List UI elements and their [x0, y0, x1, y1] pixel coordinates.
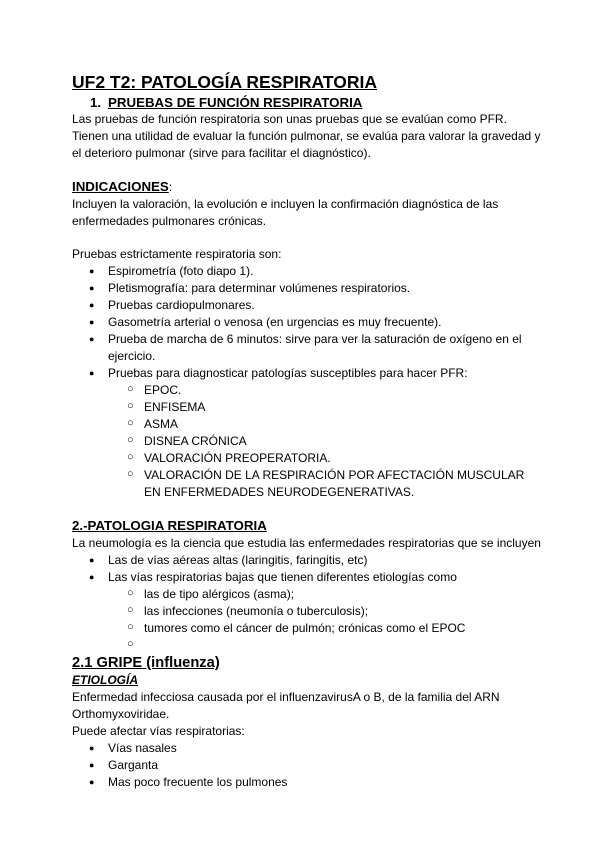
hollow-bullet-icon: ○ [127, 638, 134, 650]
sub-list-item-text: VALORACIÓN PREOPERATORIA. [144, 451, 331, 465]
list-item [72, 331, 542, 365]
list-item-text: Vías nasales [108, 741, 177, 755]
sub-list-item-text: las de tipo alérgicos (asma); [144, 587, 295, 601]
etiology-text: Enfermedad infecciosa causada por el influenzavirusA o B, de la familia del ARN Orthomyxoviridae. [72, 690, 500, 721]
hollow-bullet-icon: ○ [127, 621, 134, 633]
pfr-sublist [72, 382, 542, 501]
list-item [72, 552, 542, 569]
section-1-heading [90, 94, 542, 111]
sub-list-item-text: VALORACIÓN DE LA RESPIRACIÓN POR AFECTACIÓN MUSCULAR EN ENFERMEDADES NEURODEGENERATIVAS. [144, 468, 525, 499]
bullet-icon: ● [89, 743, 95, 753]
hollow-bullet-icon: ○ [127, 451, 134, 463]
sub-list-item [72, 637, 542, 654]
sub-list-item [72, 603, 542, 620]
list-item [72, 569, 542, 586]
sub-list-item-text: ASMA [144, 417, 179, 431]
list-item-text: Pruebas cardiopulmonares. [108, 298, 255, 312]
list-item-text: Gasometría arterial o venosa (en urgencias es muy frecuente). [108, 315, 442, 329]
section-1-intro: Las pruebas de función respiratoria son unas pruebas que se evalúan como PFR. Tienen una utilidad de evaluar la función pulmonar, se evalúa para valorar la gravedad y el deterioro pulmonar (sirve para facilitar el diagnóstico). [72, 112, 541, 160]
sub-list-item-text: ENFISEMA [144, 400, 206, 414]
hollow-bullet-icon: ○ [127, 468, 134, 480]
list-item-text: Las vías respiratorias bajas que tienen diferentes etiologías como [108, 570, 457, 584]
section-2-list [72, 552, 542, 586]
list-item-text: Mas poco frecuente los pulmones [108, 775, 288, 789]
document-title: UF2 T2: PATOLOGÍA RESPIRATORIA [72, 72, 377, 92]
list-item-text: Espirometría (foto diapo 1). [108, 264, 254, 278]
bullet-icon: ● [89, 760, 95, 770]
sub-list-item [72, 620, 542, 637]
bullet-icon: ● [89, 777, 95, 787]
section-1-title: PRUEBAS DE FUNCIÓN RESPIRATORIA [108, 95, 363, 110]
section-1-number: 1. [90, 95, 102, 110]
bullet-icon: ● [89, 555, 95, 565]
etiology-heading: ETIOLOGÍA [72, 673, 138, 687]
spacer [72, 501, 542, 517]
list-item-text: Pruebas para diagnosticar patologías susceptibles para hacer PFR: [108, 366, 468, 380]
sub-list-item [72, 399, 542, 416]
sub-list-item [72, 467, 542, 501]
tests-list [72, 263, 542, 382]
sub-list-item-text: EPOC. [144, 383, 182, 397]
list-item [72, 297, 542, 314]
airways-intro: Puede afectar vías respiratorias: [72, 724, 245, 738]
sub-list-item-text: tumores como el cáncer de pulmón; crónicas como el EPOC [144, 621, 466, 635]
list-item-text: Prueba de marcha de 6 minutos: sirve para ver la saturación de oxígeno en el ejercicio. [108, 332, 522, 363]
sub-list-item [72, 382, 542, 399]
hollow-bullet-icon: ○ [127, 587, 134, 599]
sub-list-item [72, 450, 542, 467]
hollow-bullet-icon: ○ [127, 383, 134, 395]
indications-colon: : [168, 180, 173, 194]
list-item-text: Garganta [108, 758, 159, 772]
section-2-intro: La neumología es la ciencia que estudia las enfermedades respiratorias que se incluyen [72, 536, 541, 550]
sub-list-item [72, 586, 542, 603]
list-item [72, 365, 542, 382]
list-item [72, 757, 542, 774]
bullet-icon: ● [89, 572, 95, 582]
indications-heading-line [72, 178, 542, 196]
section-2-heading: 2.-PATOLOGIA RESPIRATORIA [72, 518, 267, 533]
bullet-icon: ● [89, 300, 95, 310]
bullet-icon: ● [89, 334, 95, 344]
hollow-bullet-icon: ○ [127, 400, 134, 412]
indications-text: Incluyen la valoración, la evolución e incluyen la confirmación diagnóstica de las enfermedades pulmonares crónicas. [72, 197, 499, 228]
airways-list [72, 740, 542, 791]
document-page [72, 72, 542, 791]
bullet-icon: ● [89, 283, 95, 293]
list-item [72, 280, 542, 297]
bullet-icon: ● [89, 266, 95, 276]
list-item [72, 740, 542, 757]
section-2-sublist [72, 586, 542, 654]
list-item [72, 263, 542, 280]
bullet-icon: ● [89, 317, 95, 327]
sub-list-item [72, 416, 542, 433]
spacer [72, 230, 542, 246]
bullet-icon: ● [89, 368, 95, 378]
list-item-text: Las de vías aéreas altas (laringitis, faringitis, etc) [108, 553, 368, 567]
spacer [72, 162, 542, 178]
sub-list-item-text: DISNEA CRÓNICA [144, 434, 247, 448]
sub-list-item-text: las infecciones (neumonía o tuberculosis); [144, 604, 369, 618]
hollow-bullet-icon: ○ [127, 417, 134, 429]
list-item [72, 774, 542, 791]
sub-list-item [72, 433, 542, 450]
hollow-bullet-icon: ○ [127, 604, 134, 616]
hollow-bullet-icon: ○ [127, 434, 134, 446]
list-item [72, 314, 542, 331]
list-item-text: Pletismografía: para determinar volúmenes respiratorios. [108, 281, 411, 295]
tests-intro: Pruebas estrictamente respiratoria son: [72, 247, 282, 261]
indications-heading: INDICACIONES [72, 179, 169, 194]
section-2-1-heading: 2.1 GRIPE (influenza) [72, 655, 220, 671]
